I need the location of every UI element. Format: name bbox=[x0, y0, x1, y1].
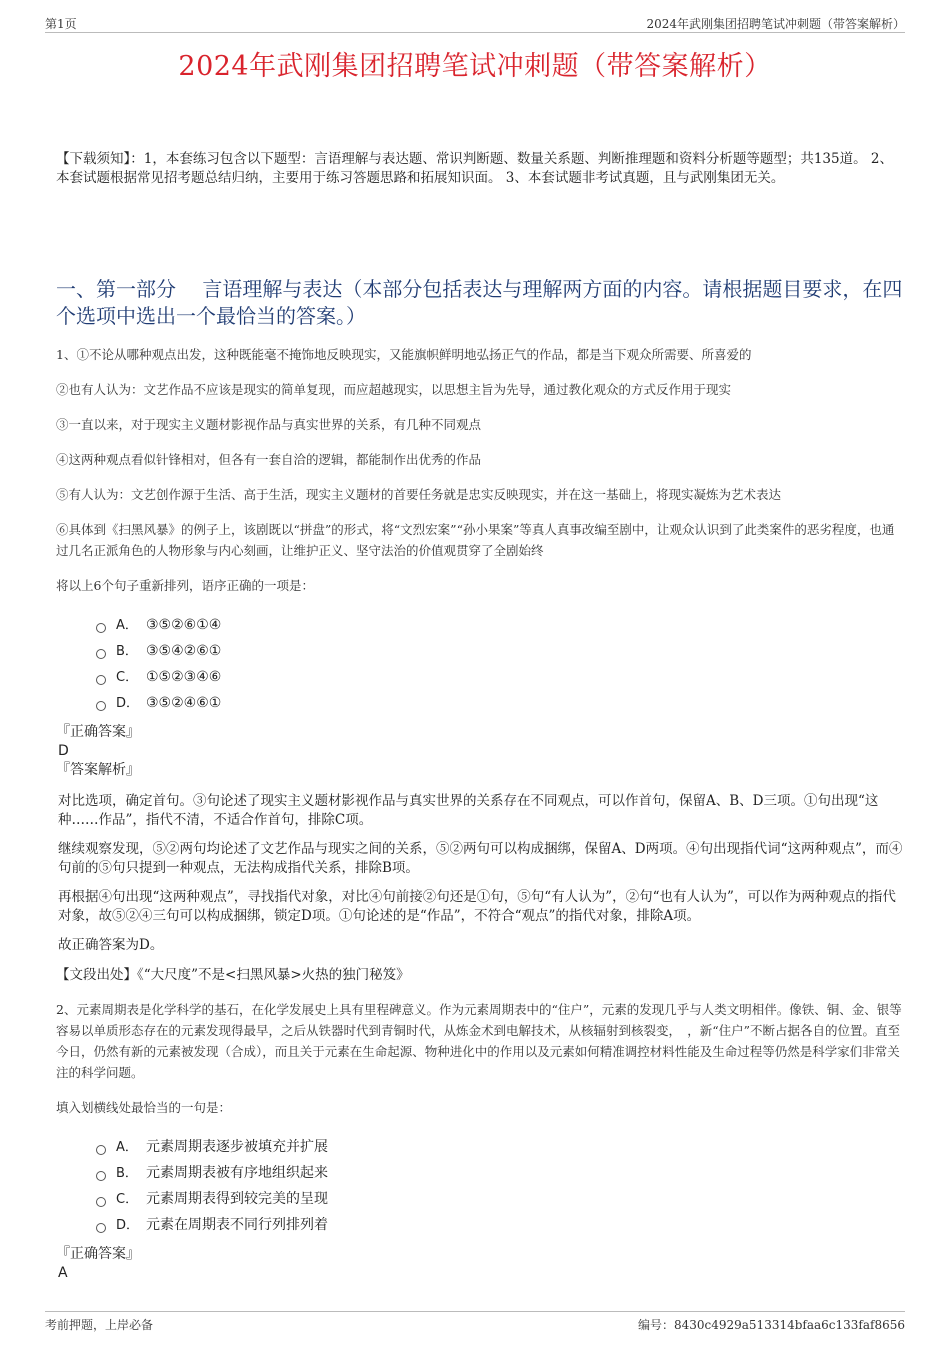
radio-icon[interactable] bbox=[96, 1171, 106, 1181]
q1-analysis-para: 故正确答案为D。 bbox=[58, 937, 164, 953]
q2-passage: 2、元素周期表是化学科学的基石，在化学发展史上具有里程碑意义。作为元素周期表中的“住户”，元素的发现几乎与人类文明相伴。像铁、铜、金、银等容易以单质形态存在的元素发现得最早，之后从铁器时代到青铜时代，从炼金术到电解技术，从核辐射到核裂变， ，新“住户”不断占据各自的位置。直至今日，仍然有新的元素被发现（合成），而且关于元素在生命起源、物种进化中的作用以及元素如何精准调控材料性能及生命过程等仍然是科学家们非常关注的科学问题。 bbox=[56, 1002, 902, 1080]
q1-sentence: ⑤有人认为：文艺创作源于生活、高于生活，现实主义题材的首要任务就是忠实反映现实，并在这一基础上，将现实凝炼为艺术表达 bbox=[56, 487, 782, 502]
radio-icon[interactable] bbox=[96, 1145, 106, 1155]
question-1 bbox=[56, 344, 904, 985]
q1-sentence: ③一直以来，对于现实主义题材影视作品与真实世界的关系，有几种不同观点 bbox=[56, 417, 482, 432]
q1-options bbox=[96, 612, 904, 716]
q1-option-d[interactable]: D． ③⑤②④⑥① bbox=[96, 690, 904, 716]
footer-slogan: 考前押题，上岸必备 bbox=[45, 1318, 154, 1332]
header-doc-title: 2024年武刚集团招聘笔试冲刺题（带答案解析） bbox=[646, 17, 905, 31]
q1-sentence: ②也有人认为：文艺作品不应该是现实的简单复现，而应超越现实，以思想主旨为先导，通过教化观众的方式反作用于现实 bbox=[56, 382, 732, 397]
page-header bbox=[45, 12, 905, 33]
q1-sentence: ④这两种观点看似针锋相对，但各有一套自洽的逻辑，都能制作出优秀的作品 bbox=[56, 452, 482, 467]
radio-icon[interactable] bbox=[96, 675, 106, 685]
q2-option-d[interactable]: D． 元素在周期表不同行列排列着 bbox=[96, 1212, 904, 1238]
footer-serial: 编号：8430c4929a513314bfaa6c133faf8656 bbox=[637, 1318, 905, 1332]
q2-options bbox=[96, 1134, 904, 1238]
section-title: 一、第一部分 言语理解与表达（本部分包括表达与理解两方面的内容。请根据题目要求，在四个选项中选出一个最恰当的答案。） bbox=[56, 277, 903, 328]
q1-option-b[interactable]: B． ③⑤④②⑥① bbox=[96, 638, 904, 664]
download-notice: 【下载须知】：1，本套练习包含以下题型：言语理解与表达题、常识判断题、数量关系题、判断推理题和资料分析题等题型；共135道。 2、本套试题根据常见招考题总结归纳，主要用于练习答题思路和拓展知识面。 3、本套试题非考试真题，且与武刚集团无关。 bbox=[56, 151, 893, 186]
q2-prompt: 填入划横线处最恰当的一句是： bbox=[56, 1100, 232, 1115]
question-2 bbox=[56, 999, 904, 1282]
q2-answer-label: 『正确答案』 bbox=[56, 1246, 140, 1262]
radio-icon[interactable] bbox=[96, 1223, 106, 1233]
q1-answer-label: 『正确答案』 bbox=[56, 724, 140, 740]
q1-answer: D bbox=[58, 743, 69, 759]
q1-analysis-para: 对比选项，确定首句。③句论述了现实主义题材影视作品与真实世界的关系存在不同观点，可以作首句，保留A、B、D三项。①句出现“这种……作品”，指代不清，不适合作首句，排除C项。 bbox=[58, 793, 879, 828]
q1-prompt: 将以上6个句子重新排列，语序正确的一项是： bbox=[56, 578, 314, 593]
radio-icon[interactable] bbox=[96, 623, 106, 633]
q1-sentence: ⑥具体到《扫黑风暴》的例子上，该剧既以“拼盘”的形式，将“文烈宏案”“孙小果案”等真人真事改编至剧中，让观众认识到了此类案件的恶劣程度，也通过几名正派角色的人物形象与内心刻画，让维护正义、坚守法治的价值观贯穿了全剧始终 bbox=[56, 522, 895, 558]
q2-answer: A bbox=[58, 1265, 68, 1281]
q2-option-b[interactable]: B． 元素周期表被有序地组织起来 bbox=[96, 1160, 904, 1186]
document-title: 2024年武刚集团招聘笔试冲刺题（带答案解析） bbox=[178, 51, 772, 82]
q1-option-c[interactable]: C． ①⑤②③④⑥ bbox=[96, 664, 904, 690]
radio-icon[interactable] bbox=[96, 1197, 106, 1207]
q1-sentence: 1、①不论从哪种观点出发，这种既能毫不掩饰地反映现实，又能旗帜鲜明地弘扬正气的作品，都是当下观众所需要、所喜爱的 bbox=[56, 347, 752, 362]
page-footer bbox=[45, 1311, 905, 1332]
q2-option-c[interactable]: C． 元素周期表得到较完美的呈现 bbox=[96, 1186, 904, 1212]
q1-option-a[interactable]: A． ③⑤②⑥①④ bbox=[96, 612, 904, 638]
question-content bbox=[56, 344, 904, 1282]
radio-icon[interactable] bbox=[96, 701, 106, 711]
q2-option-a[interactable]: A． 元素周期表逐步被填充并扩展 bbox=[96, 1134, 904, 1160]
q1-analysis-para: 再根据④句出现“这两种观点”，寻找指代对象，对比④句前接②句还是①句，⑤句“有人认为”，②句“也有人认为”，可以作为两种观点的指代对象，故⑤②④三句可以构成捆绑，锁定D项。①句论述的是“作品”，不符合“观点”的指代对象，排除A项。 bbox=[58, 889, 896, 924]
radio-icon[interactable] bbox=[96, 649, 106, 659]
page-number: 第1页 bbox=[45, 17, 77, 31]
q1-analysis-para: 继续观察发现，⑤②两句均论述了文艺作品与现实之间的关系，⑤②两句可以构成捆绑，保留A、D两项。④句出现指代词“这两种观点”，而④句前的⑤句只提到一种观点，无法构成指代关系，排除B项。 bbox=[58, 841, 903, 876]
q1-analysis-label: 『答案解析』 bbox=[56, 762, 140, 778]
q1-source: 【文段出处】《“大尺度”不是<扫黑风暴>火热的独门秘笈》 bbox=[56, 967, 410, 983]
